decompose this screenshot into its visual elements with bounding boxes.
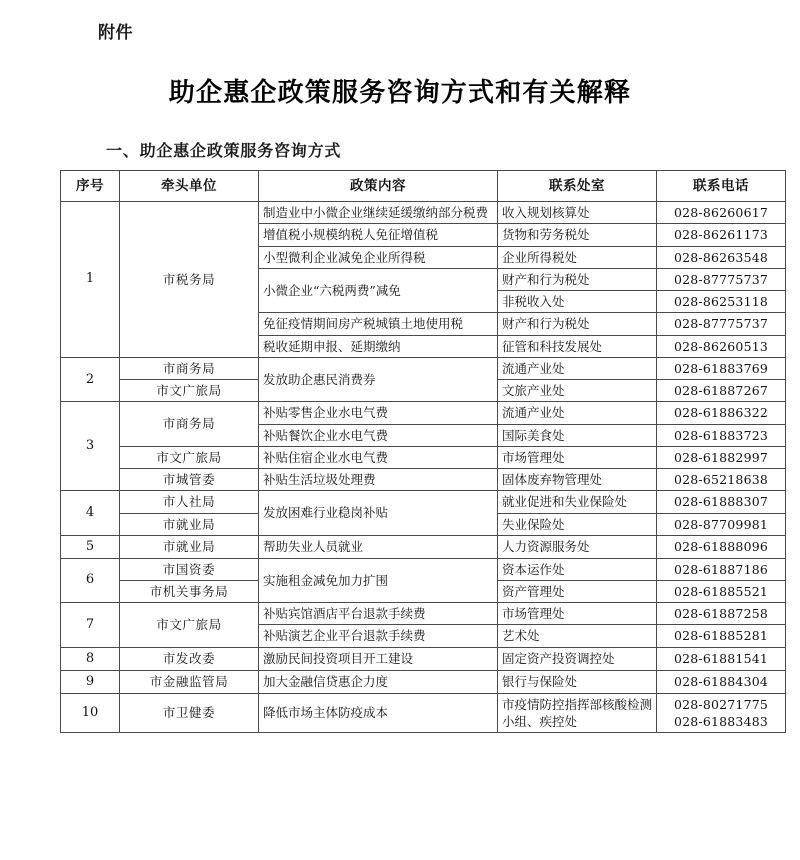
table-row [61,357,786,379]
cell-lead-unit: 市文广旅局 [120,380,259,402]
cell-contact-phone [657,693,786,733]
table-row [61,603,786,625]
cell-policy-content: 补贴零售企业水电气费 [259,402,498,424]
cell-lead-unit: 市文广旅局 [120,446,259,468]
cell-contact-phone: 028-61884304 [657,670,786,693]
cell-contact-department: 国际美食处 [498,424,657,446]
cell-lead-unit: 市发改委 [120,647,259,670]
cell-lead-unit: 市国资委 [120,558,259,580]
cell-serial-number: 2 [61,357,120,402]
cell-policy-content: 帮助失业人员就业 [259,535,498,558]
cell-policy-content: 补贴生活垃圾处理费 [259,469,498,491]
cell-contact-department: 征管和科技发展处 [498,335,657,357]
table-row [61,202,786,224]
cell-lead-unit: 市人社局 [120,491,259,513]
cell-contact-phone: 028-61888307 [657,491,786,513]
cell-policy-content: 补贴餐饮企业水电气费 [259,424,498,446]
cell-contact-department: 固定资产投资调控处 [498,647,657,670]
cell-policy-content: 制造业中小微企业继续延缓缴纳部分税费 [259,202,498,224]
cell-contact-department: 收入规划核算处 [498,202,657,224]
cell-contact-phone: 028-61885281 [657,625,786,647]
cell-contact-phone: 028-61883769 [657,357,786,379]
cell-contact-phone: 028-86253118 [657,291,786,313]
cell-policy-content: 实施租金减免加力扩围 [259,558,498,603]
cell-contact-department: 文旅产业处 [498,380,657,402]
cell-contact-department: 流通产业处 [498,402,657,424]
cell-serial-number: 9 [61,670,120,693]
table-row [61,469,786,491]
column-header-dept: 联系处室 [498,171,657,202]
cell-lead-unit: 市商务局 [120,402,259,447]
phone-number: 028-80271775 [673,696,769,712]
table-body [61,202,786,733]
cell-policy-content: 小微企业“六税两费”减免 [259,268,498,313]
cell-serial-number: 6 [61,558,120,603]
cell-lead-unit: 市卫健委 [120,693,259,733]
cell-policy-content: 加大金融信贷惠企力度 [259,670,498,693]
policy-table [60,170,786,733]
cell-policy-content: 小型微利企业减免企业所得税 [259,246,498,268]
cell-lead-unit: 市机关事务局 [120,580,259,602]
cell-serial-number: 10 [61,693,120,733]
cell-lead-unit: 市金融监管局 [120,670,259,693]
cell-contact-department: 资产管理处 [498,580,657,602]
cell-contact-department: 银行与保险处 [498,670,657,693]
table-row [61,402,786,424]
column-header-unit: 牵头单位 [120,171,259,202]
cell-lead-unit: 市就业局 [120,513,259,535]
cell-contact-phone: 028-65218638 [657,469,786,491]
cell-contact-phone: 028-61887258 [657,603,786,625]
cell-contact-department: 财产和行为税处 [498,268,657,290]
cell-serial-number: 8 [61,647,120,670]
cell-contact-phone: 028-86260617 [657,202,786,224]
cell-contact-phone: 028-61885521 [657,580,786,602]
cell-contact-department: 艺术处 [498,625,657,647]
cell-policy-content: 降低市场主体防疫成本 [259,693,498,733]
cell-contact-phone: 028-61887186 [657,558,786,580]
cell-contact-department: 流通产业处 [498,357,657,379]
cell-contact-department: 人力资源服务处 [498,535,657,558]
column-header-no: 序号 [61,171,120,202]
table-head [61,171,786,202]
cell-contact-department: 非税收入处 [498,291,657,313]
cell-contact-phone: 028-61881541 [657,647,786,670]
cell-policy-content: 补贴住宿企业水电气费 [259,446,498,468]
table-row [61,670,786,693]
policy-table-container [60,170,769,733]
cell-policy-content: 激励民间投资项目开工建设 [259,647,498,670]
cell-contact-department: 就业促进和失业保险处 [498,491,657,513]
cell-serial-number: 3 [61,402,120,491]
cell-contact-phone: 028-86260513 [657,335,786,357]
column-header-policy: 政策内容 [259,171,498,202]
cell-contact-phone: 028-87775737 [657,268,786,290]
attachment-label: 附件 [98,23,133,43]
cell-lead-unit: 市商务局 [120,357,259,379]
section-heading: 一、助企惠企政策服务咨询方式 [106,141,342,160]
table-row [61,693,786,733]
page-title: 助企惠企政策服务咨询方式和有关解释 [168,78,632,108]
cell-lead-unit: 市文广旅局 [120,603,259,648]
cell-lead-unit: 市就业局 [120,535,259,558]
phone-list [661,696,781,731]
cell-contact-department: 财产和行为税处 [498,313,657,335]
cell-policy-content: 补贴宾馆酒店平台退款手续费 [259,603,498,625]
cell-contact-phone: 028-61887267 [657,380,786,402]
cell-contact-department: 货物和劳务税处 [498,224,657,246]
cell-lead-unit: 市城管委 [120,469,259,491]
cell-contact-phone: 028-87775737 [657,313,786,335]
cell-policy-content: 发放助企惠民消费券 [259,357,498,402]
table-row [61,535,786,558]
cell-contact-phone: 028-61886322 [657,402,786,424]
table-row [61,558,786,580]
cell-contact-phone: 028-86263548 [657,246,786,268]
cell-contact-department: 固体废弃物管理处 [498,469,657,491]
cell-policy-content: 补贴演艺企业平台退款手续费 [259,625,498,647]
cell-contact-department: 失业保险处 [498,513,657,535]
cell-serial-number: 1 [61,202,120,358]
table-row [61,446,786,468]
cell-contact-phone: 028-61888096 [657,535,786,558]
cell-contact-department: 资本运作处 [498,558,657,580]
table-row [61,491,786,513]
cell-contact-department: 市场管理处 [498,603,657,625]
cell-policy-content: 增值税小规模纳税人免征增值税 [259,224,498,246]
cell-serial-number: 5 [61,535,120,558]
cell-contact-phone: 028-61882997 [657,446,786,468]
cell-contact-phone: 028-87709981 [657,513,786,535]
cell-contact-phone: 028-86261173 [657,224,786,246]
cell-policy-content: 发放困难行业稳岗补贴 [259,491,498,536]
phone-number: 028-61883483 [673,713,769,729]
cell-contact-department: 市场管理处 [498,446,657,468]
table-row [61,647,786,670]
table-header-row [61,171,786,202]
cell-serial-number: 4 [61,491,120,536]
cell-policy-content: 税收延期申报、延期缴纳 [259,335,498,357]
cell-contact-phone: 028-61883723 [657,424,786,446]
cell-policy-content: 免征疫情期间房产税城镇土地使用税 [259,313,498,335]
cell-lead-unit: 市税务局 [120,202,259,358]
cell-serial-number: 7 [61,603,120,648]
cell-contact-department: 市疫情防控指挥部核酸检测小组、疾控处 [498,693,657,733]
cell-contact-department: 企业所得税处 [498,246,657,268]
column-header-tel: 联系电话 [657,171,786,202]
